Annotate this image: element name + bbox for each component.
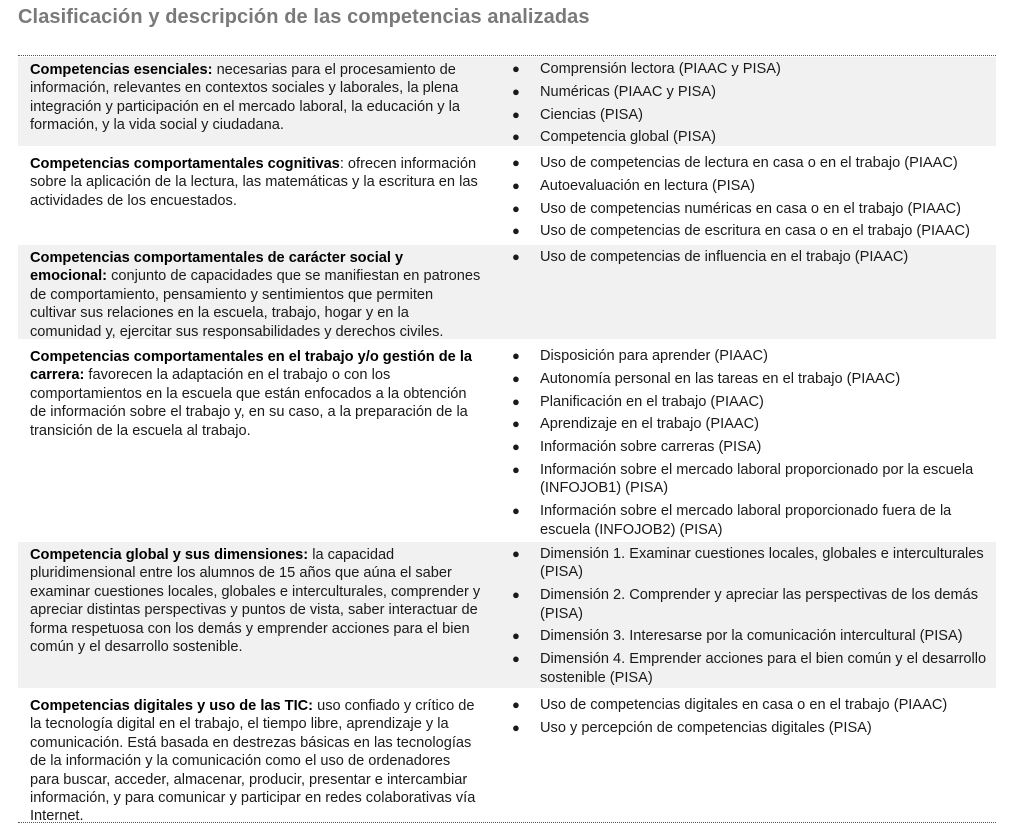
row-description-text: la capacidad pluridimensional entre los alumnos de 15 años que aúna el saber examinar cuestiones locales, globales e interculturales, comprender y apreciar distintas perspectivas y puntos de vista, saber interactuar de forma respetuosa con los demás y emprender acciones para el bien común y el desarrollo sostenible. — [30, 547, 481, 656]
row-items — [482, 344, 996, 537]
bullet-icon: ● — [512, 697, 520, 712]
row-term: Competencias digitales y uso de las TIC: — [30, 698, 314, 714]
list-item: ● Información sobre carreras (PISA) — [512, 439, 762, 456]
row-items — [482, 57, 996, 146]
table-row — [18, 151, 996, 240]
list-item: ● Autoevaluación en lectura (PISA) — [512, 177, 755, 194]
row-term: Competencias comportamentales en el trabajo y/o gestión de la carrera: — [30, 349, 472, 384]
bullet-icon: ● — [512, 370, 520, 386]
list-item: ● Competencia global (PISA) — [512, 129, 717, 146]
row-term: Competencia global y sus dimensiones: — [30, 547, 309, 563]
row-description — [18, 344, 482, 537]
list-item: ● Uso y percepción de competencias digitales (PISA) — [512, 719, 872, 736]
list-item: ● Información sobre el mercado laboral proporcionado fuera de la escuela (INFOJOB2) (PISA) — [512, 503, 952, 538]
bullet-icon: ● — [512, 61, 520, 76]
bullet-icon: ● — [512, 719, 520, 735]
bottom-divider — [18, 822, 996, 823]
bullet-icon: ● — [512, 439, 520, 455]
list-item: ● Disposición para aprender (PIAAC) — [512, 348, 768, 364]
list-item: ● Información sobre el mercado laboral proporcionado por la escuela (INFOJOB1) (PISA) — [512, 461, 974, 497]
row-items — [482, 151, 996, 240]
row-description-text: favorecen la adaptación en el trabajo o con los comportamientos en la escuela que están enfocados a la obtención de información sobre el trabajo y, en su caso, a la preparación de la transición de la escuela al trabajo. — [30, 367, 468, 439]
bullet-icon: ● — [512, 546, 520, 561]
top-divider — [18, 55, 996, 56]
list-item: ● Uso de competencias de escritura en casa o en el trabajo (PIAAC) — [512, 223, 970, 240]
bullet-icon: ● — [512, 200, 520, 216]
bullet-icon: ● — [512, 249, 520, 264]
list-item: ● Planificación en el trabajo (PIAAC) — [512, 393, 764, 410]
list-item: ● Comprensión lectora (PIAAC y PISA) — [512, 61, 781, 77]
list-item: ● Uso de competencias de influencia en el trabajo (PIAAC) — [512, 249, 909, 265]
list-item: ● Dimensión 4. Emprender acciones para el bien común y el desarrollo sostenible (PISA) — [512, 651, 987, 686]
bullet-icon: ● — [512, 348, 520, 363]
row-description — [18, 151, 482, 240]
bullet-icon: ● — [512, 461, 520, 477]
bullet-icon: ● — [512, 129, 520, 145]
table-row — [18, 57, 996, 146]
bullet-icon: ● — [512, 83, 520, 99]
table-row — [18, 245, 996, 339]
row-description-text: conjunto de capacidades que se manifiestan en patrones de comportamiento, pensamiento y sentimientos que permiten cultivar sus relaciones en la escuela, trabajo, hogar y en la comunidad y, ejercitar sus responsabilidades y derechos civiles. — [30, 268, 481, 340]
list-item: ● Aprendizaje en el trabajo (PIAAC) — [512, 416, 760, 433]
list-item: ● Uso de competencias de lectura en casa o en el trabajo (PIAAC) — [512, 155, 958, 171]
competencies-table — [18, 57, 996, 827]
row-term: Competencias comportamentales de carácter social y emocional: — [30, 250, 404, 285]
row-description-text: uso confiado y crítico de la tecnología digital en el trabajo, el tiempo libre, aprendizaje y la comunicación. Está basada en destrezas básicas en las tecnologías de la información y la comunicación como el uso de ordenadores para buscar, acceder, almacenar, producir, presentar e intercambiar información, y para comunicar y participar en redes colaborativas vía Internet. — [30, 698, 476, 825]
bullet-icon: ● — [512, 416, 520, 432]
bullet-icon: ● — [512, 106, 520, 122]
row-description — [18, 245, 482, 339]
list-item: ● Dimensión 1. Examinar cuestiones locales, globales e interculturales (PISA) — [512, 546, 984, 581]
bullet-icon: ● — [512, 393, 520, 409]
list-item: ● Ciencias (PISA) — [512, 106, 643, 123]
page-title: Clasificación y descripción de las competencias analizadas — [18, 6, 590, 28]
row-description — [18, 57, 482, 146]
list-item: ● Uso de competencias numéricas en casa o en el trabajo (PIAAC) — [512, 200, 961, 217]
bullet-icon: ● — [512, 587, 520, 603]
list-item: ● Numéricas (PIAAC y PISA) — [512, 83, 716, 100]
bullet-icon: ● — [512, 628, 520, 644]
list-item: ● Uso de competencias digitales en casa o en el trabajo (PIAAC) — [512, 697, 948, 713]
bullet-icon: ● — [512, 177, 520, 193]
row-items — [482, 245, 996, 339]
bullet-icon: ● — [512, 503, 520, 519]
row-description-text: necesarias para el procesamiento de información, relevantes en contextos sociales y laborales, la plena integración y participación en el mercado laboral, la educación y la formación, y la vida social y ciudadana. — [30, 62, 460, 134]
table-row — [18, 344, 996, 537]
bullet-icon: ● — [512, 155, 520, 170]
list-item: ● Autonomía personal en las tareas en el trabajo (PIAAC) — [512, 370, 901, 387]
list-item: ● Dimensión 2. Comprender y apreciar las perspectivas de los demás (PISA) — [512, 587, 979, 622]
row-description — [18, 542, 482, 688]
table-row — [18, 542, 996, 688]
table-row — [18, 693, 996, 827]
row-term: Competencias comportamentales cognitivas — [30, 156, 340, 172]
row-items — [482, 693, 996, 827]
list-item: ● Dimensión 3. Interesarse por la comunicación intercultural (PISA) — [512, 628, 963, 645]
row-description — [18, 693, 482, 827]
row-description-text: : ofrecen información sobre la aplicación de la lectura, las matemáticas y la escritura en las actividades de los encuestados. — [30, 156, 478, 209]
row-items — [482, 542, 996, 688]
row-term: Competencias esenciales: — [30, 62, 213, 78]
bullet-icon: ● — [512, 651, 520, 667]
bullet-icon: ● — [512, 223, 520, 239]
